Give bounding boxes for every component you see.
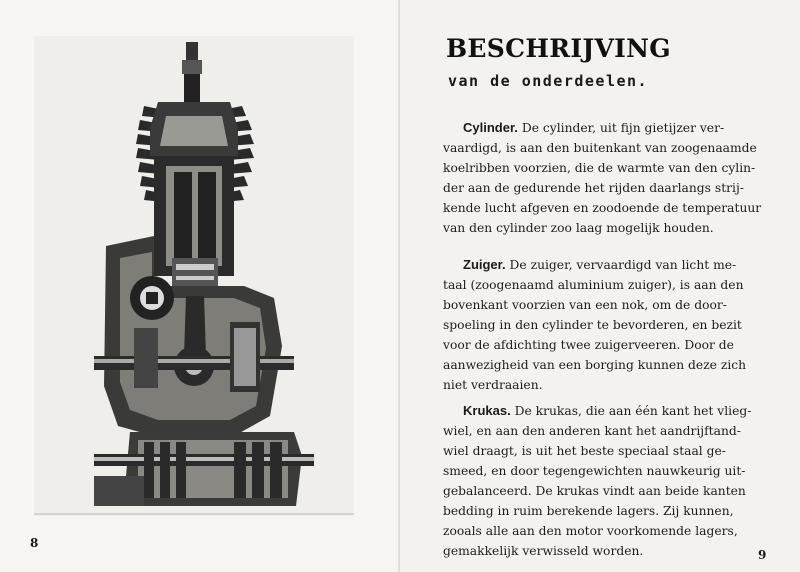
page-number-left: 8 [30,536,39,550]
section-line: gemakkelijk verwisseld worden. [443,544,644,558]
section-line: taal (zoogenaamd aluminium zuiger), is aan den [443,278,744,292]
page-subheading: van de onderdeelen. [448,72,649,90]
page-heading: BESCHRIJVING [446,34,671,63]
section-line: van den cylinder zoo laag mogelijk houden. [443,221,714,235]
section-line: smeed, en door tegengewichten nauwkeurig uit- [443,464,746,478]
section-line: niet verdraaien. [443,378,543,392]
section-title: Krukas. [463,403,511,418]
section-line: bedding in ruim berekende lagers. Zij kunnen, [443,504,734,518]
section-line: wiel, en aan den anderen kant het aandrijftand- [443,424,741,438]
section-title: Zuiger. [463,257,506,272]
section-cylinder [443,118,773,238]
section-line: aanwezigheid van een borging kunnen deze zich [443,358,747,372]
section-line: Krukas. De krukas, die aan één kant het vlieg- [463,403,752,418]
section-line: bovenkant voorzien van een nok, om de door- [443,298,727,312]
section-line: wiel draagt, is uit het beste speciaal staal ge- [443,444,726,458]
section-zuiger [443,255,773,395]
section-line: Cylinder. De cylinder, uit fijn gietijzer ver- [463,120,725,135]
section-krukas [443,401,773,561]
section-line: voor de afdichting twee zuigerveeren. Door de [443,338,734,352]
section-title: Cylinder. [463,120,518,135]
section-line: kende lucht afgeven en zoodoende de temperatuur [443,201,762,215]
section-line: spoeling in den cylinder te bevorderen, en bezit [443,318,742,332]
engine-cutaway-illustration [34,36,354,516]
section-line: zooals alle aan den motor voorkomende lagers, [443,524,738,538]
section-line: der aan de gedurende het rijden daarlangs strij- [443,181,744,195]
section-line: gebalanceerd. De krukas vindt aan beide kanten [443,484,746,498]
page-number-right: 9 [758,548,767,562]
section-line: koelribben voorzien, die de warmte van den cylin- [443,161,756,175]
section-line: Zuiger. De zuiger, vervaardigd van licht me- [463,257,737,272]
section-line: vaardigd, is aan den buitenkant van zoogenaamde [443,141,757,155]
